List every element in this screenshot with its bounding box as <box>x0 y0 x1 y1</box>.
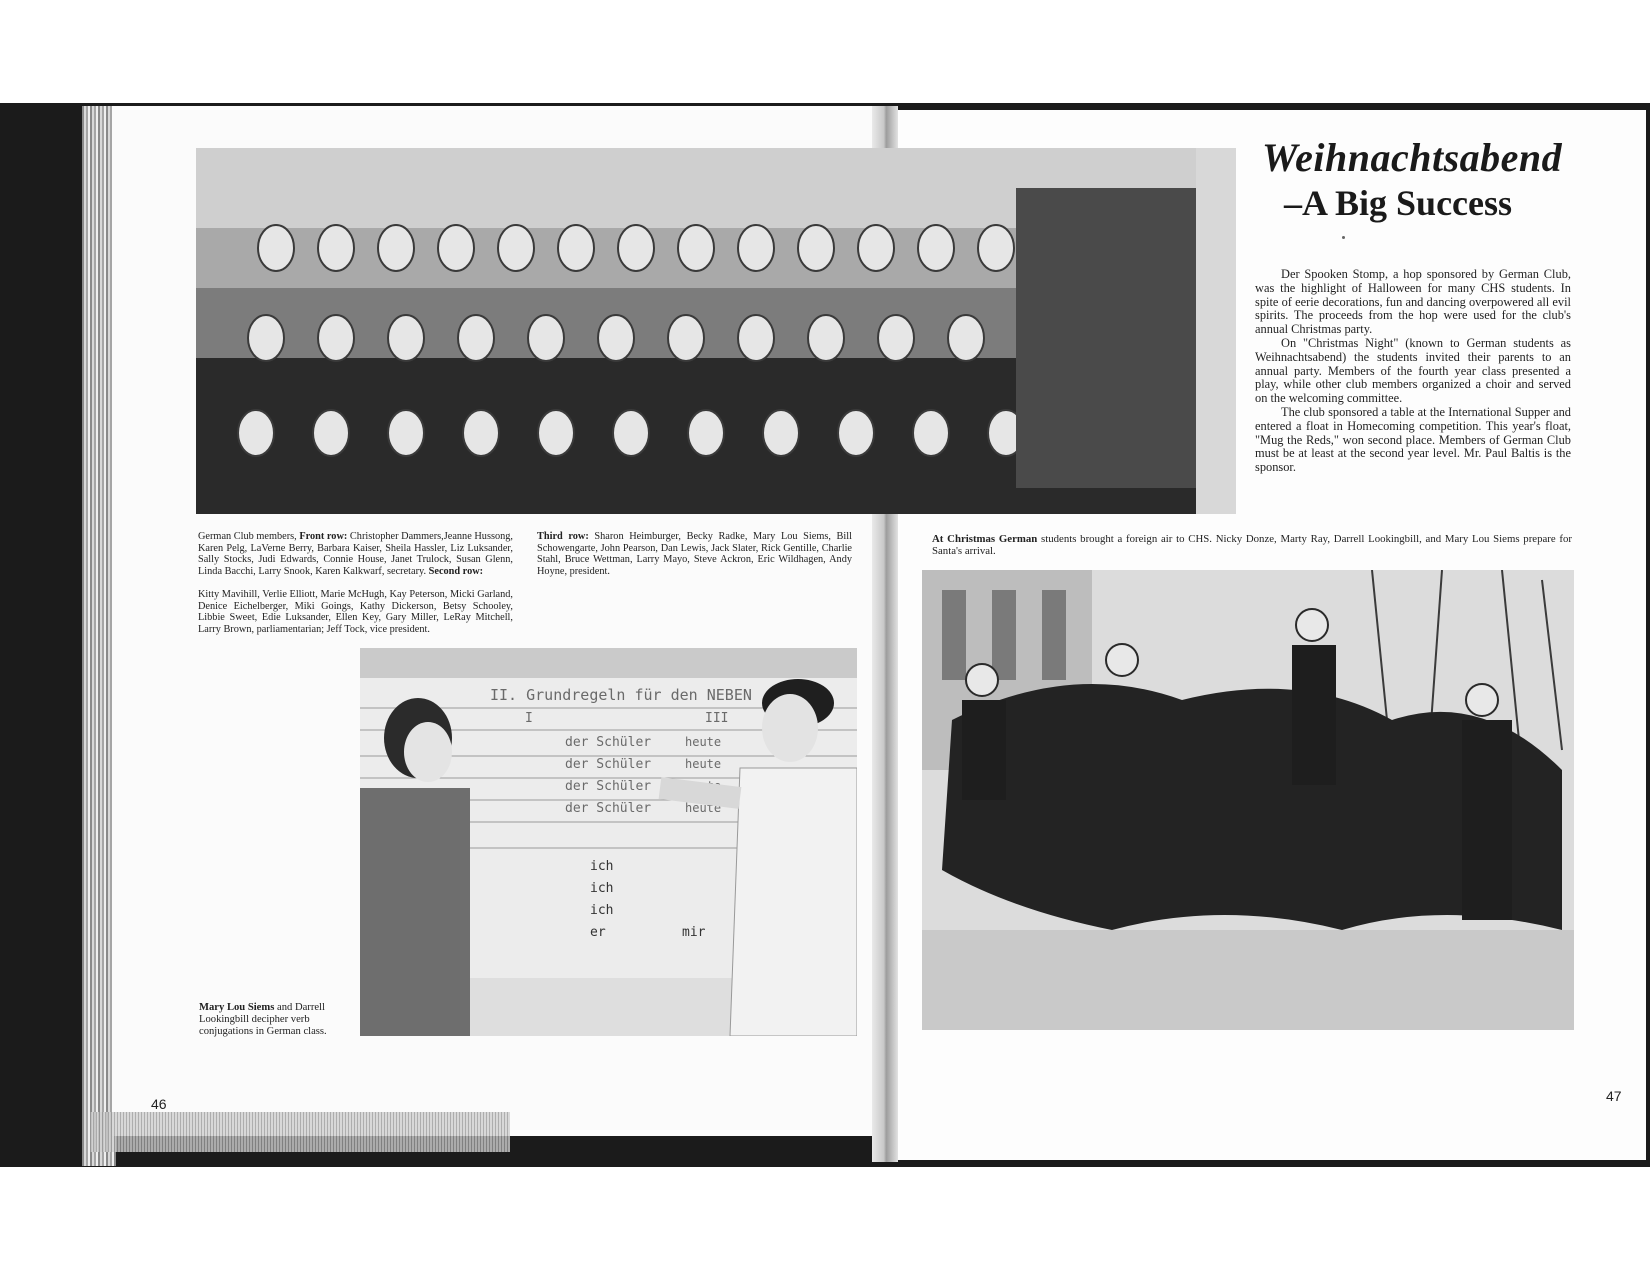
article-subtitle: –A Big Success <box>1284 183 1513 223</box>
christmas-caption-lead: At Christmas German <box>932 533 1038 545</box>
board-pronoun: er <box>590 925 606 940</box>
second-row-names: Kitty Mavihill, Verlie Elliott, Marie McHugh, Kay Peterson, Micki Garland, Denice Eichelberger, Miki Goings, Kathy Dickerson, Betsy Schooley, Libbie Sweet, Edie Luksander, Ellen Key, Gary Miller, LeRay Mitchell, Larry Brown, parliamentarian; Jeff Tock, vice president. <box>198 589 513 635</box>
board-pronoun: ich <box>590 859 614 874</box>
face-shape <box>798 225 834 271</box>
board-pronoun: ich <box>590 881 614 896</box>
classroom-caption-text: and Darrell Lookingbill decipher verb conjugations in German class. <box>199 1002 327 1037</box>
right-page-number: 47 <box>1606 1088 1622 1104</box>
board-side-word: heute <box>685 757 722 771</box>
title-dot <box>1342 236 1345 239</box>
face-shape <box>613 410 649 456</box>
board-row: der Schüler <box>565 801 652 816</box>
third-row-names: Sharon Heimburger, Becky Radke, Mary Lou Siems, Bill Schowengarte, John Pearson, Dan Lewis, Jack Slater, Rick Gentille, Charlie Stahl, Bruce Wettman, Larry Mayo, Steve Ackron, Eric Wildhagen, Andy Hoyne, president. <box>537 531 852 577</box>
face-shape <box>438 225 474 271</box>
face-shape <box>313 410 349 456</box>
face-shape <box>688 410 724 456</box>
face-shape <box>838 410 874 456</box>
face-shape <box>318 225 354 271</box>
group-photo <box>196 148 1236 514</box>
face-shape <box>618 225 654 271</box>
face-shape <box>388 315 424 361</box>
classroom-caption-lead: Mary Lou Siems <box>199 1002 275 1013</box>
group-photo-caption-col1 <box>198 531 513 577</box>
board-row: der Schüler <box>565 735 652 750</box>
face-shape <box>948 315 984 361</box>
face-shape <box>668 315 704 361</box>
third-row-label: Third row: <box>537 531 589 542</box>
face-shape <box>388 410 424 456</box>
spine-edge <box>90 1112 510 1152</box>
story-paragraph: The club sponsored a table at the International Supper and entered a float in Homecoming competition. This year's float, "Mug the Reds," won second place. Members of German Club must be at least at the second year level. Mr. Paul Baltis is the sponsor. <box>1255 404 1571 475</box>
christmas-caption-text: students brought a foreign air to CHS. Nicky Donze, Marty Ray, Darrell Lookingbill, and Mary Lou Siems prepare for Santa's arrival. <box>932 533 1573 557</box>
face-shape <box>558 225 594 271</box>
classroom-image <box>360 648 857 1036</box>
article-title: Weihnachtsabend <box>1262 135 1563 180</box>
face-shape <box>258 225 294 271</box>
col-mark-1: I <box>525 711 533 726</box>
face-shape <box>763 410 799 456</box>
front-row-label: Front row: <box>299 531 348 542</box>
face-shape <box>248 315 284 361</box>
group-photo-image <box>196 148 1236 514</box>
face-shape <box>808 315 844 361</box>
group-photo-caption-col2 <box>198 589 513 635</box>
classroom-photo <box>360 648 857 1036</box>
face-shape <box>738 315 774 361</box>
front-row-names: Christopher Dammers,Jeanne Hussong, Karen Pelg, LaVerne Berry, Barbara Kaiser, Sheila Hassler, Liz Luksander, Sally Stocks, Judi Edwards, Connie House, Janet Trulock, Susan Glenn, Linda Bacchi, Larry Snook, Karen Kalkwarf, secretary. <box>198 531 513 577</box>
face-shape <box>538 410 574 456</box>
board-side-word: heute <box>685 735 722 749</box>
face-shape <box>458 315 494 361</box>
face-shape <box>463 410 499 456</box>
board-last-word: mir <box>682 925 706 940</box>
story-paragraph: On "Christmas Night" (known to German students as Weihnachtsabend) the students invited their parents to an annual party. Members of the fourth year class presented a play, while other club members organized a choir and served on the welcoming committee. <box>1255 335 1571 406</box>
board-side-word: heute <box>685 801 722 815</box>
left-page-number: 46 <box>151 1096 167 1112</box>
face-shape <box>978 225 1014 271</box>
face-shape <box>678 225 714 271</box>
face-shape <box>913 410 949 456</box>
blackboard-heading: II. Grundregeln für den NEBEN <box>490 686 752 704</box>
face-shape <box>238 410 274 456</box>
face-shape <box>738 225 774 271</box>
classroom-photo-caption <box>199 1002 359 1037</box>
face-shape <box>378 225 414 271</box>
board-row: der Schüler <box>565 779 652 794</box>
article-body <box>1255 268 1571 475</box>
story-paragraph: Der Spooken Stomp, a hop sponsored by German Club, was the highlight of Halloween for many CHS students. In spite of eerie decorations, fun and dancing overpowered all evil spirits. The proceeds from the hop were used for the club's annual Christmas party. <box>1255 267 1571 337</box>
book-spine <box>82 106 116 1166</box>
face-shape <box>858 225 894 271</box>
christmas-photo-caption <box>932 533 1572 557</box>
face-shape <box>598 315 634 361</box>
face-shape <box>318 315 354 361</box>
face-shape <box>918 225 954 271</box>
face-shape <box>528 315 564 361</box>
christmas-tree-image <box>922 570 1574 1030</box>
board-row: der Schüler <box>565 757 652 772</box>
christmas-tree-photo <box>922 570 1574 1030</box>
col-mark-2: III <box>705 711 729 726</box>
board-pronoun: ich <box>590 903 614 918</box>
group-photo-caption-col3 <box>537 531 852 577</box>
face-shape <box>498 225 534 271</box>
face-shape <box>878 315 914 361</box>
caption-intro: German Club members, <box>198 531 297 542</box>
second-row-label: Second row: <box>428 565 484 577</box>
